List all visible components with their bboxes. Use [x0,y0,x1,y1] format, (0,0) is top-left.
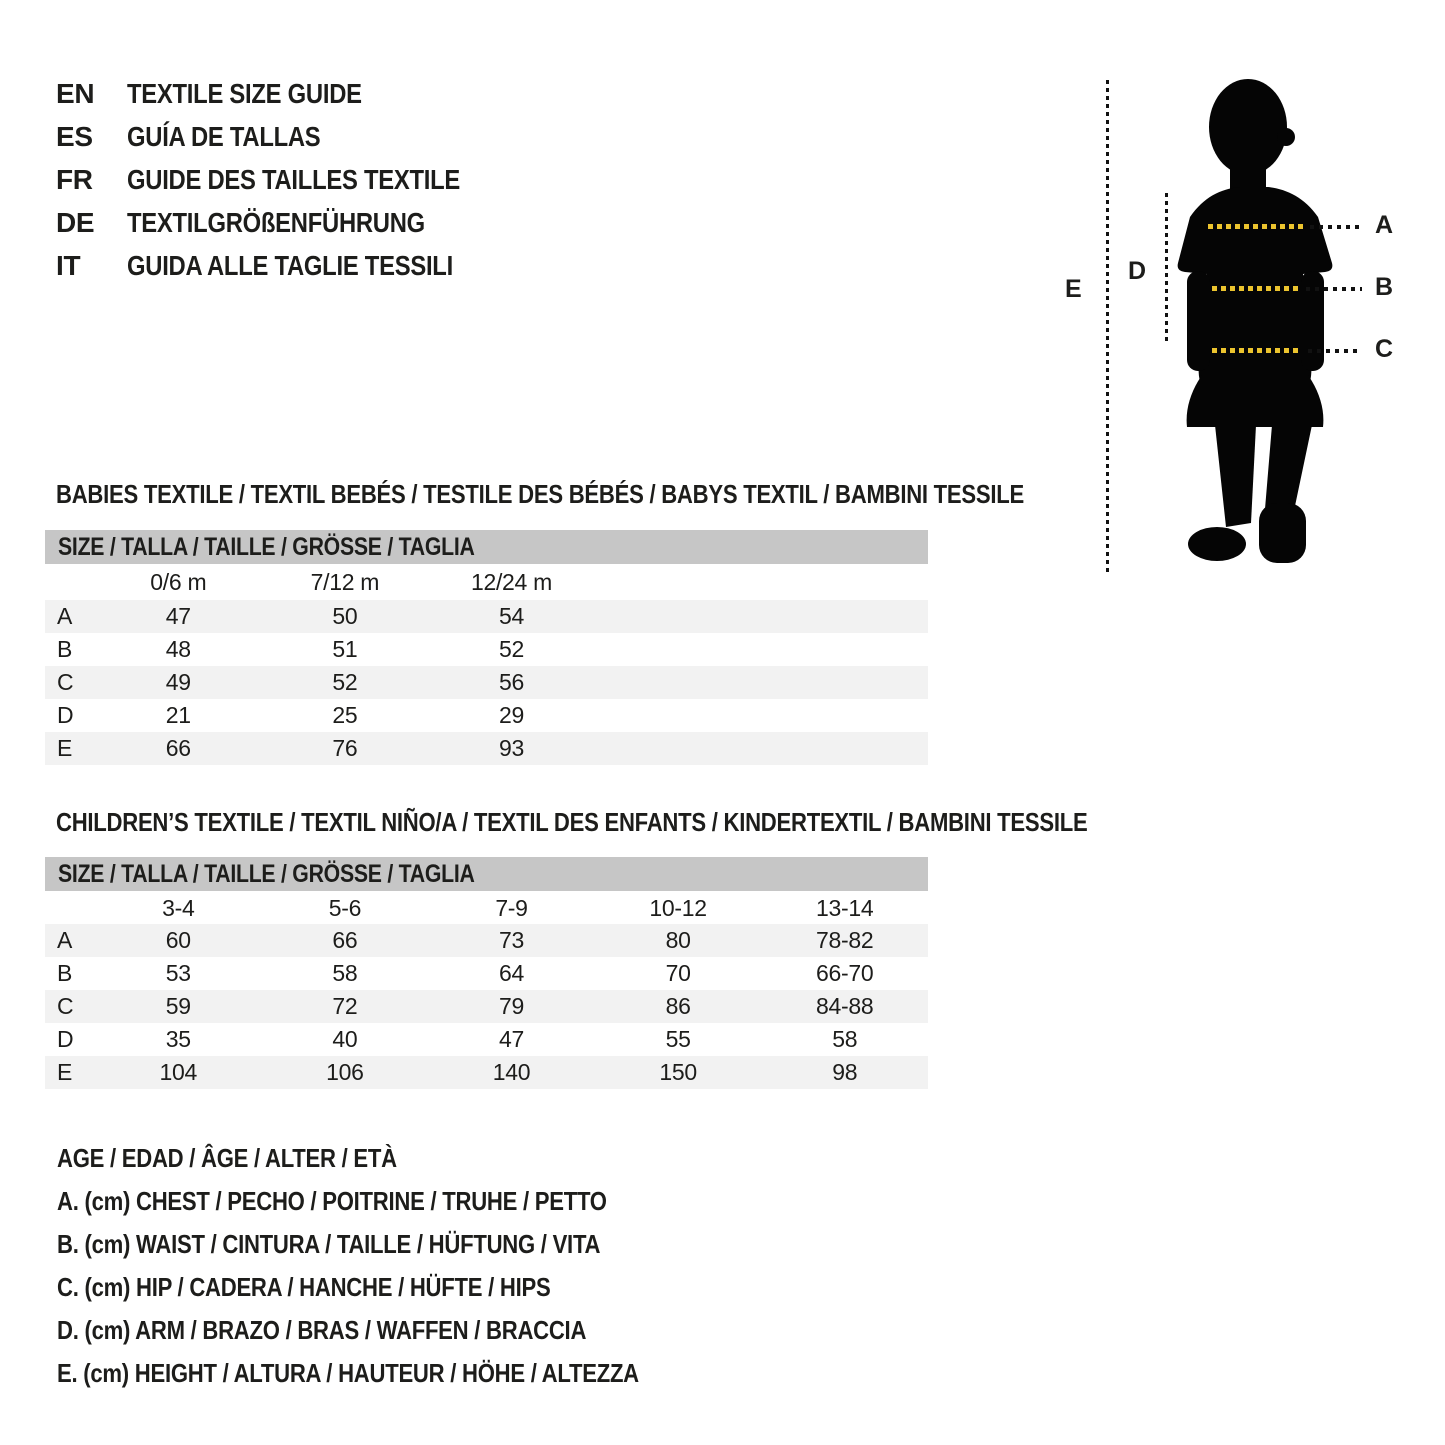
cell-value: 79 [499,993,524,1019]
table-row [45,924,928,957]
cell-value: 52 [332,669,358,695]
table-row [45,600,928,633]
row-label: D [57,1026,74,1052]
cell-value: 25 [332,702,358,728]
column-header-spacer [45,891,95,926]
row-label: B [57,960,73,986]
babies-size-header-text: SIZE / TALLA / TAILLE / GRÖSSE / TAGLIA [58,533,475,561]
cell-value: 47 [165,603,191,629]
cell-value: 106 [326,1059,364,1085]
cell-value: 21 [165,702,191,728]
measure-label-A: A [1375,211,1394,239]
measurement-legend [57,1137,742,1395]
cell-value: 66 [165,735,191,761]
language-code: FR [56,163,93,195]
guide-title-text: GUÍA DE TALLAS [127,120,321,152]
children-section-heading [56,807,1270,838]
column-header: 0/6 m [150,569,207,595]
cell-value: 47 [499,1026,524,1052]
table-row [45,666,928,699]
table-row [45,1056,928,1089]
guide-title-text: TEXTILE SIZE GUIDE [127,77,362,109]
cell-value: 53 [165,960,191,986]
children-size-header-text: SIZE / TALLA / TAILLE / GRÖSSE / TAGLIA [58,860,475,888]
measure-label-D: D [1128,257,1147,285]
children-size-header-bar [45,857,928,891]
hip-dash-black [1308,349,1362,353]
cell-value: 54 [499,603,524,629]
legend-line-text: D. (cm) ARM / BRAZO / BRAS / WAFFEN / BRACCIA [57,1315,587,1345]
babies-size-header-bar [45,530,928,564]
waist-dash-yellow [1212,286,1299,291]
measure-label-E: E [1065,275,1082,303]
measure-label-C: C [1375,335,1394,363]
table-row [45,732,928,765]
cell-value: 55 [665,1026,691,1052]
cell-value: 70 [665,960,691,986]
cell-value: 49 [165,669,191,695]
cell-value: 29 [499,702,524,728]
cell-value: 66 [332,927,358,953]
legend-line-text: AGE / EDAD / ÂGE / ALTER / ETÀ [57,1143,397,1173]
legend-line-text: E. (cm) HEIGHT / ALTURA / HAUTEUR / HÖHE / ALTEZZA [57,1358,639,1388]
legend-line-text: B. (cm) WAIST / CINTURA / TAILLE / HÜFTUNG / VITA [57,1229,601,1259]
cell-value: 58 [332,960,358,986]
table-row [45,957,928,990]
cell-value: 76 [332,735,358,761]
chest-dash-yellow [1208,224,1304,229]
cell-value: 51 [332,636,358,662]
cell-value: 50 [332,603,358,629]
row-label: B [57,636,73,662]
legend-line [57,1352,742,1395]
chest-dash-black [1310,225,1362,229]
legend-line [57,1266,742,1309]
row-label: C [57,669,74,695]
column-header: 10-12 [649,895,707,921]
legend-line [57,1137,742,1180]
cell-value: 60 [165,927,191,953]
column-header: 7-9 [495,895,528,921]
column-header: 3-4 [162,895,195,921]
column-header: 5-6 [328,895,362,921]
language-code: IT [56,249,81,281]
cell-value: 84-88 [816,993,874,1019]
cell-value: 66-70 [816,960,874,986]
cell-value: 140 [492,1059,531,1085]
waist-dash-black [1306,287,1362,291]
guide-title-text: GUIDA ALLE TAGLIE TESSILI [127,249,453,281]
cell-value: 48 [165,636,191,662]
legend-line-text: A. (cm) CHEST / PECHO / POITRINE / TRUHE / PETTO [57,1186,607,1216]
legend-line [57,1309,742,1352]
table-row [45,633,928,666]
language-row [56,72,519,115]
guide-title [127,207,478,239]
legend-line [57,1223,742,1266]
row-label: C [57,993,74,1019]
table-row [45,699,928,732]
row-label: A [57,603,73,629]
legend-line [57,1180,742,1223]
cell-value: 64 [499,960,524,986]
babies-heading-text: BABIES TEXTILE / TEXTIL BEBÉS / TESTILE DES BÉBÉS / BABYS TEXTIL / BAMBINI TESSILE [56,479,1024,509]
row-label: E [57,1059,73,1085]
table-row [45,1023,928,1056]
cell-value: 150 [659,1059,697,1085]
guide-title-text: GUIDE DES TAILLES TEXTILE [127,163,461,195]
cell-value: 59 [165,993,191,1019]
column-header: 13-14 [816,895,874,921]
cell-value: 35 [165,1026,191,1052]
table-row [45,990,928,1023]
language-code: DE [56,206,95,238]
babies-column-header-row [45,565,928,600]
legend-line-text: C. (cm) HIP / CADERA / HANCHE / HÜFTE / HIPS [57,1272,551,1302]
cell-value: 58 [832,1026,858,1052]
title-language-block [56,72,519,287]
guide-title [127,164,519,196]
guide-title [127,250,510,282]
cell-value: 80 [665,927,691,953]
column-header: 12/24 m [470,569,552,595]
measure-label-B: B [1375,273,1394,301]
cell-value: 72 [332,993,358,1019]
cell-value: 56 [499,669,524,695]
language-row [56,244,519,287]
children-heading-text: CHILDREN’S TEXTILE / TEXTIL NIÑO/A / TEXTIL DES ENFANTS / KINDERTEXTIL / BAMBINI TESSILE [56,807,1088,837]
hip-dash-yellow [1212,348,1302,353]
guide-title [127,78,403,110]
cell-value: 40 [332,1026,358,1052]
guide-title [127,121,355,153]
cell-value: 93 [499,735,524,761]
language-row [56,201,519,244]
cell-value: 52 [499,636,524,662]
column-header: 7/12 m [310,569,380,595]
column-header-spacer [45,565,95,600]
language-row [56,158,519,201]
babies-section-heading [56,479,1195,510]
language-code: EN [56,77,95,109]
guide-title-text: TEXTILGRÖßENFÜHRUNG [127,206,425,238]
language-code: ES [56,120,93,152]
cell-value: 98 [832,1059,858,1085]
row-label: A [57,927,73,953]
measurement-figure [1040,60,1445,600]
cell-value: 78-82 [816,927,874,953]
cell-value: 86 [665,993,691,1019]
cell-value: 73 [499,927,524,953]
row-label: D [57,702,74,728]
language-row [56,115,519,158]
children-column-header-row [45,891,928,926]
row-label: E [57,735,73,761]
cell-value: 104 [159,1059,198,1085]
